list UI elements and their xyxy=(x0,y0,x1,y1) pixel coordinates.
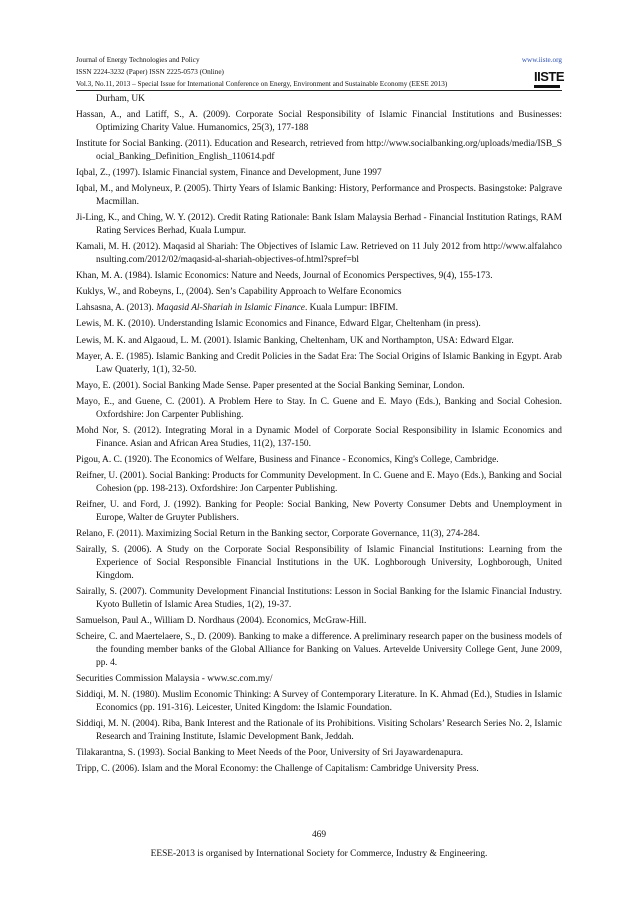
reference-text: Siddiqi, M. N. (2004). Riba, Bank Interest and the Rationale of its Prohibitions. Visiting Scholars’ Research Series No. 2, Islamic Research and Training Institute, Islamic Development Bank, Jeddah. xyxy=(76,718,562,742)
reference-entry xyxy=(76,631,562,670)
reference-entry xyxy=(76,212,562,238)
reference-text: Lewis, M. K. and Algaoud, L. M. (2001). Islamic Banking, Cheltenham, UK and Northampton, USA: Edward Elgar. xyxy=(76,335,514,346)
journal-title: Journal of Energy Technologies and Policy xyxy=(76,56,200,64)
iiste-logo-text: IISTE xyxy=(534,69,565,84)
reference-text: Khan, M. A. (1984). Islamic Economics: Nature and Needs, Journal of Economics Perspectives, 9(4), 155-173. xyxy=(76,271,493,282)
reference-text: Iqbal, M., and Molyneux, P. (2005). Thirty Years of Islamic Banking: History, Performance and Prospects. Basingstoke: Palgrave Macmillan. xyxy=(76,184,562,208)
reference-entry xyxy=(76,673,562,686)
reference-entry xyxy=(76,93,562,106)
reference-text: Sairally, S. (2007). Community Development Financial Institutions: Lesson in Social Banking for the Islamic Financial Industry. Kyoto Bulletin of Islamic Area Studies, 1(2), 19-37. xyxy=(76,586,562,610)
reference-text: Tilakarantna, S. (1993). Social Banking to Meet Needs of the Poor, University of Sri Jayawardenapura. xyxy=(76,747,463,758)
reference-text: . Kuala Lumpur: IBFIM. xyxy=(304,303,398,314)
reference-entry xyxy=(76,183,562,209)
page-footer: EESE-2013 is organised by International Society for Commerce, Industry & Engineering. xyxy=(150,849,488,859)
reference-text: Hassan, A., and Latiff, S., A. (2009). Corporate Social Responsibility of Islamic Financial Institutions and Businesses: Optimizing Charity Value. Humanomics, 25(3), 177-188 xyxy=(76,110,562,133)
reference-entry xyxy=(76,763,562,776)
iiste-logo xyxy=(534,69,565,90)
reference-text: Mayo, E., and Guene, C. (2001). A Problem Here to Stay. In C. Guene and E. Mayo (Eds.), Banking and Social Cohesion. Oxfordshire: Jon Carpenter Publishing. xyxy=(76,396,562,420)
reference-entry xyxy=(76,335,562,348)
reference-text: Reifner, U. (2001). Social Banking: Products for Community Development. In C. Guene and E. Mayo (Eds.), Banking and Social Cohesion (pp. 198-213). Oxfordshire: Jon Carpenter Publishing. xyxy=(76,470,562,494)
reference-text: Siddiqi, M. N. (1980). Muslim Economic Thinking: A Survey of Contemporary Literature. In K. Ahmad (Ed.), Studies in Islamic Economics (pp. 191-316). Leicester, United Kingdom: the Islamic Foundation. xyxy=(76,689,562,713)
reference-text: Reifner, U. and Ford, J. (1992). Banking for People: Social Banking, New Poverty Consumer Debts and Unemployment in Europe, Walter de Gruyter Publishers. xyxy=(76,499,562,523)
reference-text: Lewis, M. K. (2010). Understanding Islamic Economics and Finance, Edward Elgar, Cheltenham (in press). xyxy=(76,319,481,330)
reference-url[interactable]: http://www.socialbanking.org/uploads/media/ISB_Social_Banking_Definition_English_110614.pdf xyxy=(96,139,562,162)
reference-entry xyxy=(76,380,562,393)
reference-text: Sairally, S. (2006). A Study on the Corporate Social Responsibility of Islamic Financial Institutions: Learning from the Experience of Social Responsible Financial Institutions in the UK. Loghborough University, Loghborough, United Kingdom. xyxy=(76,544,562,581)
reference-entry xyxy=(76,351,562,377)
reference-text: Mohd Nor, S. (2012). Integrating Moral in a Dynamic Model of Corporate Social Responsibility in Islamic Economics and Finance. Asian and African Area Studies, 11(2), 137-150. xyxy=(76,425,562,449)
logo-bar xyxy=(534,85,560,88)
reference-text: Durham, UK xyxy=(96,94,145,104)
header-divider xyxy=(76,90,562,91)
reference-title-italic: Maqasid Al-Shariah in Islamic Finance xyxy=(156,303,305,314)
reference-entry xyxy=(76,302,562,315)
reference-text: Kamali, M. H. (2012). Maqasid al Shariah: The Objectives of Islamic Law. Retrieved on 11 July 2012 from xyxy=(76,242,481,253)
reference-entry xyxy=(76,747,562,760)
reference-text: Lahsasna, A. (2013). xyxy=(76,303,157,314)
reference-entry xyxy=(76,318,562,331)
reference-text: Pigou, A. C. (1920). The Economics of Welfare, Business and Finance - Economics, King's College, Cambridge. xyxy=(76,454,499,465)
reference-entry xyxy=(76,396,562,422)
reference-text: Iqbal, Z., (1997). Islamic Financial system, Finance and Development, June 1997 xyxy=(76,168,382,179)
reference-text: Relano, F. (2011). Maximizing Social Return in the Banking sector, Corporate Governance, 11(3), 274-284. xyxy=(76,528,480,539)
reference-text: Samuelson, Paul A., William D. Nordhaus (2004). Economics, McGraw-Hill. xyxy=(76,615,367,626)
reference-text: Tripp, C. (2006). Islam and the Moral Economy: the Challenge of Capitalism: Cambridge University Press. xyxy=(76,764,479,775)
page-header xyxy=(76,55,565,90)
reference-entry xyxy=(76,138,562,164)
reference-entry xyxy=(76,425,562,451)
reference-text: Kuklys, W., and Robeyns, I., (2004). Sen’s Capability Approach to Welfare Economics xyxy=(76,287,402,298)
reference-text: Ji-Ling, K., and Ching, W. Y. (2012). Credit Rating Rationale: Bank Islam Malaysia Berhad - Financial Institution Ratings, RAM Rating Services Berhad, Kuala Lumpur. xyxy=(76,213,562,237)
reference-entry xyxy=(76,615,562,628)
reference-entry xyxy=(76,454,562,467)
reference-text: Mayo, E. (2001). Social Banking Made Sense. Paper presented at the Social Banking Seminar, London. xyxy=(76,380,465,391)
reference-url[interactable]: http://www.alfalahconsulting.com/2012/02/maqasid-al-shariah-objectives-of.html?spref=bl xyxy=(96,242,562,266)
website-link[interactable]: www.iiste.org xyxy=(521,56,562,64)
page-number: 469 xyxy=(311,830,327,840)
reference-text: Securities Commission Malaysia - www.sc.com.my/ xyxy=(76,673,273,684)
reference-entry xyxy=(76,286,562,299)
reference-text: Scheire, C. and Maertelaere, S., D. (2009). Banking to make a difference. A preliminary research paper on the business models of the founding member banks of the Global Alliance for Banking on Values. Artevelde University College Gent, June 2009, pp. 4. xyxy=(76,631,562,668)
reference-entry xyxy=(76,718,562,744)
reference-entry xyxy=(76,528,562,541)
issn-line: ISSN 2224-3232 (Paper) ISSN 2225-0573 (Online) xyxy=(76,67,224,76)
reference-entry xyxy=(76,470,562,496)
reference-entry xyxy=(76,689,562,715)
reference-entry xyxy=(76,109,562,135)
reference-entry xyxy=(76,544,562,583)
reference-entry xyxy=(76,167,562,180)
reference-list xyxy=(76,93,562,779)
volume-line: Vol.3, No.11, 2013 – Special Issue for International Conference on Energy, Environment and Sustainable Economy (EESE 2013) xyxy=(76,79,448,88)
reference-entry xyxy=(76,270,562,283)
reference-text: Institute for Social Banking. (2011). Education and Research, retrieved from xyxy=(76,139,364,150)
reference-entry xyxy=(76,586,562,612)
reference-entry xyxy=(76,241,562,267)
reference-entry xyxy=(76,499,562,525)
reference-text: Mayer, A. E. (1985). Islamic Banking and Credit Policies in the Sadat Era: The Social Origins of Islamic Banking in Egypt. Arab Law Quaterly, 1(1), 32-50. xyxy=(76,351,562,375)
